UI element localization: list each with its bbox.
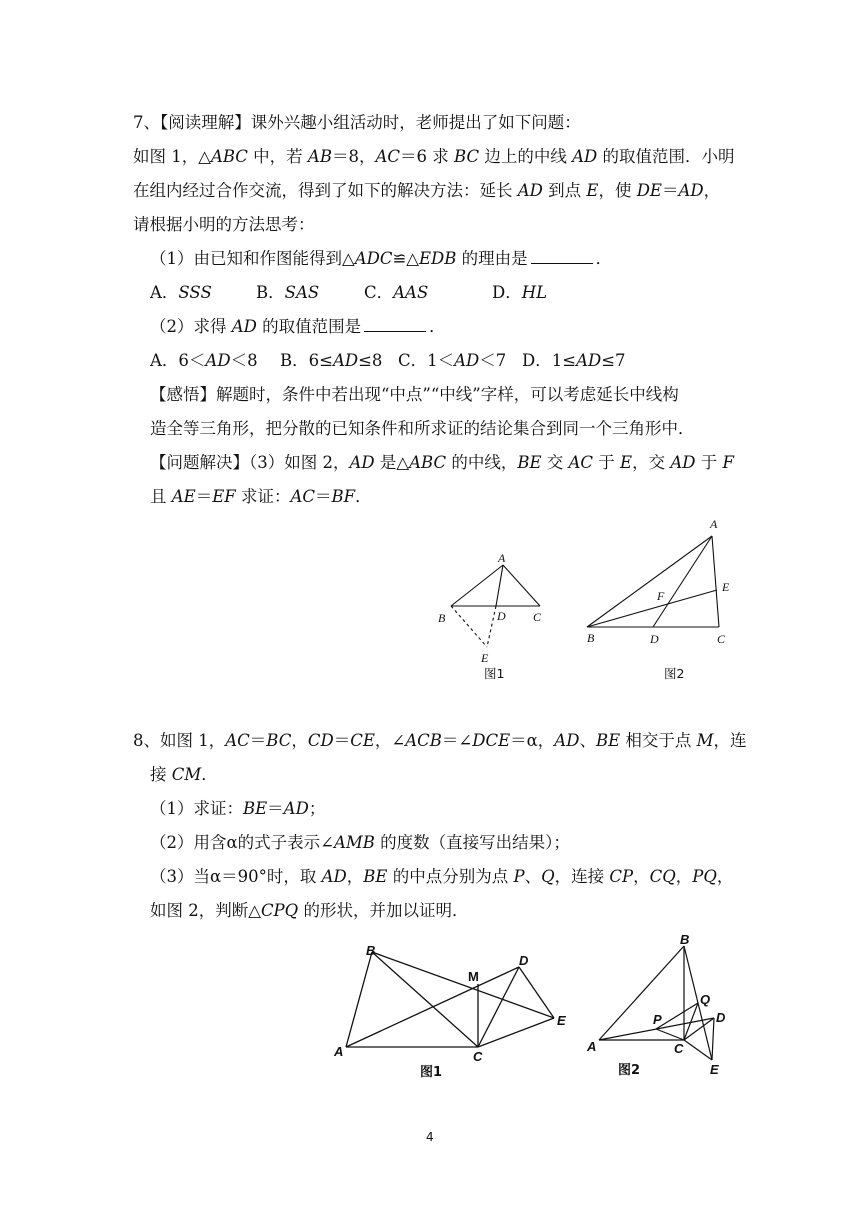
segment-de [712, 1018, 714, 1060]
fig1-label-a: A [334, 1044, 344, 1059]
fig1-label-c: C [473, 1049, 483, 1064]
fig1-label-c: C [533, 610, 542, 624]
q8-line-1: 8、如图 1，AC＝BC，CD＝CE，∠ACB＝∠DCE＝α，AD、BE 相交于点 M，连 [133, 731, 747, 750]
fig1-label-b: B [438, 611, 446, 625]
fig2-label-e: E [722, 580, 730, 594]
fig2-label-d: D [650, 632, 659, 646]
fig2-label-p: P [653, 1012, 662, 1027]
q7-line-4: 请根据小明的方法思考： [133, 215, 315, 234]
fig2-label-c: C [717, 632, 726, 646]
fig2-label-d: D [716, 1010, 726, 1025]
q8-question-3-line-1: （3）当α＝90°时，取 AD，BE 的中点分别为点 P、Q，连接 CP，CQ，PQ， [150, 867, 734, 886]
fig1-label-d: D [519, 953, 529, 968]
fig2-label-b: B [680, 932, 690, 947]
option-b: B．SAS [256, 283, 320, 302]
fig1-caption: 图1 [420, 1065, 443, 1080]
option-d: D．HL [492, 283, 548, 302]
fig2-caption: 图2 [618, 1063, 641, 1078]
q8-question-1: （1）求证：BE＝AD； [150, 799, 326, 818]
fig2-label-e: E [710, 1062, 719, 1077]
q7-question-3-line-1: 【问题解决】（3）如图 2，AD 是△ABC 的中线，BE 交 AC 于 E，交 AD 于 F [150, 453, 734, 472]
fig2-caption: 图2 [664, 666, 685, 681]
option-a: A．SSS [150, 283, 212, 302]
fig2-label-q: Q [700, 992, 711, 1007]
q7-line-2: 如图 1，△ABC 中，若 AB＝8，AC＝6 求 BC 边上的中线 AD 的取值范围．小明 [133, 147, 735, 166]
fig2-label-a: A [587, 1039, 597, 1054]
page-number: 4 [426, 1130, 434, 1144]
fig1-label-e: E [557, 1013, 566, 1028]
fig2-label-b: B [587, 631, 595, 645]
option-d: D．1≤AD≤7 [522, 351, 626, 370]
fig2-label-a: A [710, 517, 718, 531]
q7-question-3-line-2: 且 AE＝EF 求证：AC＝BF． [150, 487, 372, 506]
q8-question-3-line-2: 如图 2，判断△CPQ 的形状，并加以证明． [150, 901, 469, 920]
q8-line-2: 接 CM． [150, 765, 218, 784]
fig2-label-f: F [657, 589, 665, 603]
fig2-label-c: C [674, 1041, 684, 1056]
q7-line-1: 7、【阅读理解】课外兴趣小组活动时，老师提出了如下问题： [133, 113, 581, 132]
q8-question-2: （2）用含α的式子表示∠AMB 的度数（直接写出结果）； [150, 833, 570, 852]
q7-insight-2: 造全等三角形，把分散的已知条件和所求证的结论集合到同一个三角形中． [150, 419, 695, 438]
fig1-caption: 图1 [484, 666, 505, 681]
fig1-label-m: M [468, 969, 479, 984]
q7-question-2: （2）求得 AD 的取值范围是 ． [150, 317, 446, 336]
q7-insight-1: 【感悟】解题时，条件中若出现“中点”“中线”字样，可以考虑延长中线构 [150, 385, 679, 404]
fig1-label-e: E [481, 651, 489, 665]
fig1-label-d: D [497, 609, 506, 623]
fig1-label-b: B [366, 943, 376, 958]
q7-line-3: 在组内经过合作交流，得到了如下的解决方法：延长 AD 到点 E，使 DE＝AD， [133, 181, 721, 200]
fig1-label-a: A [498, 551, 506, 565]
option-b: B．6≤AD≤8 [280, 351, 383, 370]
option-c: C．1＜AD＜7 [398, 351, 507, 370]
segment-cp [656, 1029, 684, 1040]
option-a: A．6＜AD＜8 [150, 351, 258, 370]
q7-question-1: （1）由已知和作图能得到△ADC≌△EDB 的理由是 ． [150, 249, 613, 268]
option-c: C．AAS [364, 283, 429, 302]
